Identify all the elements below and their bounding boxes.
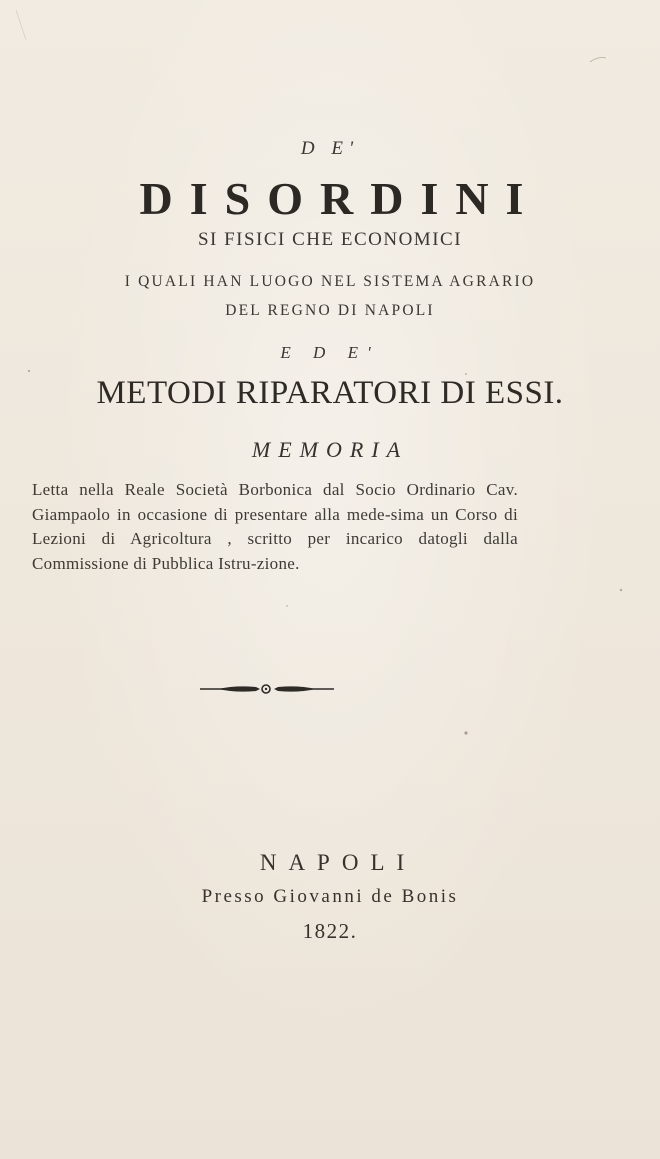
genre-heading: MEMORIA [251, 437, 409, 462]
decorative-rule-ornament-icon [198, 678, 338, 700]
publication-year: 1822. [302, 919, 358, 943]
place-of-publication: NAPOLI [259, 850, 417, 875]
subtitle: SI FISICI CHE ECONOMICI [197, 229, 463, 250]
title-line-2: DEL REGNO DI NAPOLI [225, 302, 435, 319]
main-title: DISORDINI [139, 173, 541, 224]
title-conjunction: E D E' [280, 343, 380, 362]
second-title: METODI RIPARATORI DI ESSI. [96, 375, 564, 411]
title-line-1: I QUALI HAN LUOGO NEL SISTEMA AGRARIO [124, 273, 536, 290]
printer-line: Presso Giovanni de Bonis [201, 886, 459, 907]
dedication-paragraph: Letta nella Reale Società Borbonica dal Socio Ordinario Cav. Giampaolo in occasione di presentare alla mede-sima un Corso di Lezioni di Agricoltura , scritto per incarico datogli dalla Commissione di Pubblica Istru-zione. [32, 480, 518, 573]
title-prefix: D E' [300, 138, 360, 159]
